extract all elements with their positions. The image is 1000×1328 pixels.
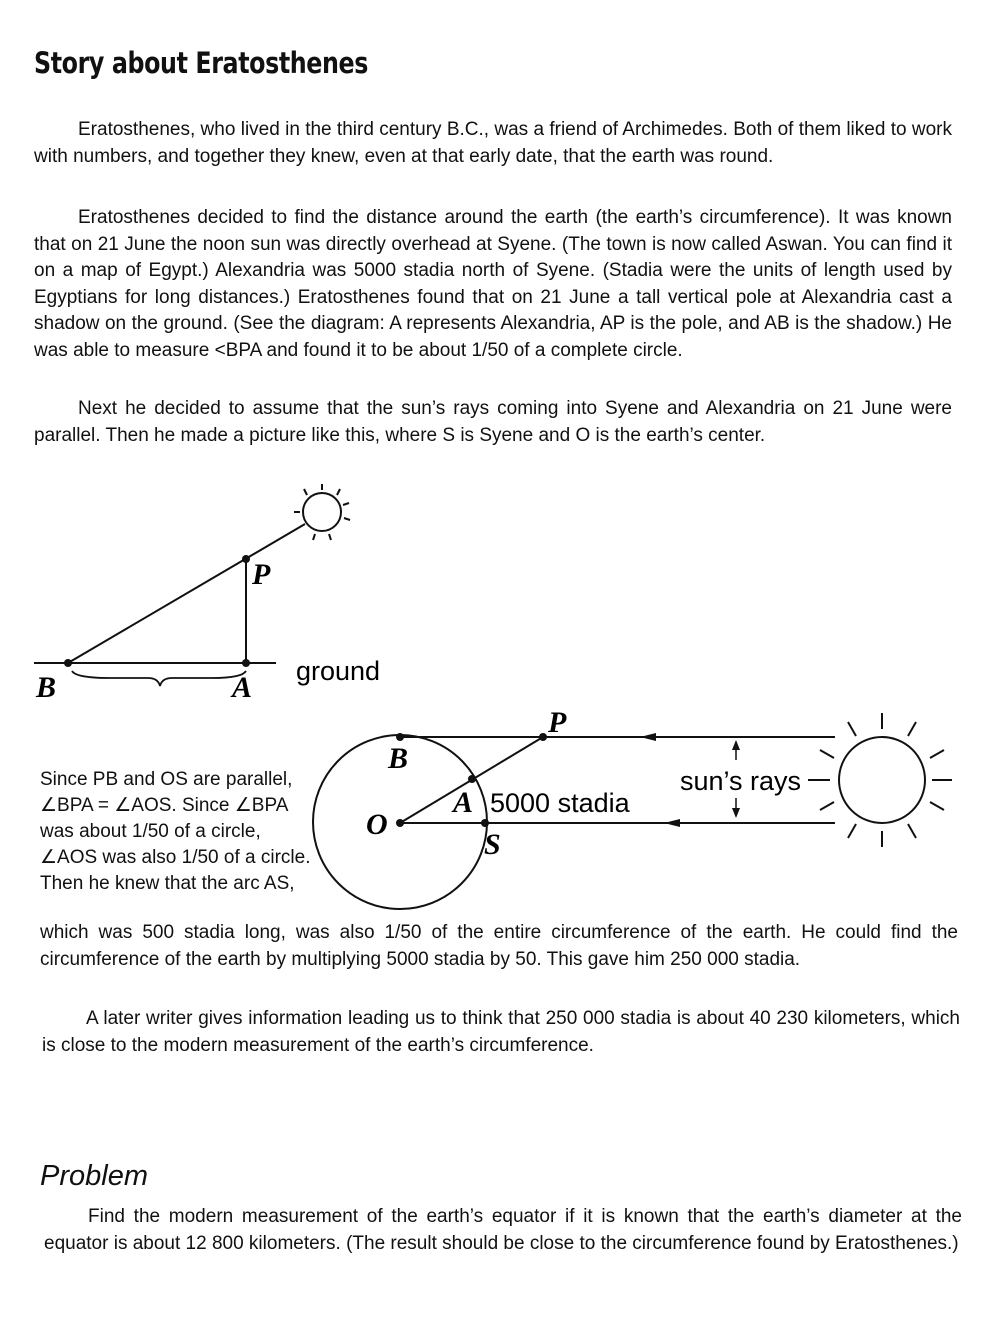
paragraph-later-writer: A later writer gives information leading us to think that 250 000 stadia is about 40 230 kilometers, which is close to the modern measurement of the earth’s circumference. [42,1008,960,1056]
problem-heading: Problem [40,1160,148,1192]
label-s: S [484,828,501,861]
paragraph-intro: Eratosthenes, who lived in the third century B.C., was a friend of Archimedes. Both of them liked to work with numbers, and together they knew, even at that early date, that the earth was round. [34,119,952,167]
label-o: O [366,808,388,841]
shadow-brace [72,671,246,686]
sun-icon [294,484,350,540]
label-b: B [36,671,57,704]
page-title: Story about Eratosthenes [34,46,368,80]
label-a2: A [453,786,474,819]
rays-label: sun’s rays [680,766,802,796]
paragraph-assumption: Next he decided to assume that the sun’s rays coming into Syene and Alexandria on 21 June were parallel. Then he made a picture like this, where S is Syene and O is the earth’s center. [34,398,952,446]
label-p: P [252,558,271,591]
distance-label: 5000 stadia [490,788,630,818]
sun-icon-large [820,713,952,847]
label-p2: P [548,706,567,739]
diagram-pole-shadow [34,484,380,704]
diagram-earth-rays [313,706,952,909]
label-b2: B [388,742,409,775]
sun-ray-line [68,524,305,663]
paragraph-computation: which was 500 stadia long, was also 1/50 of the entire circumference of the earth. He could find the circumference of the earth by multiplying 5000 stadia by 50. This gave him 250 000 stadia. [40,922,958,970]
paragraph-method: Eratosthenes decided to find the distance around the earth (the earth’s circumference). It was known that on 21 June the noon sun was directly overhead at Syene. (The town is now called Aswan. You can find it on a map of Egypt.) Alexandria was 5000 stadia north of Syene. (Stadia were the units of length used by Egyptians for long distances.) Eratosthenes found that on 21 June a tall vertical pole at Alexandria cast a shadow on the ground. (See the diagram: A represents Alexandria, AP is the pole, and AB is the shadow.) He was able to measure <BPA and found it to be about 1/50 of a complete circle. [34,207,952,361]
ground-label: ground [296,656,381,686]
label-a: A [232,671,253,704]
paragraph-parallel-reasoning: Since PB and OS are parallel, ∠BPA = ∠AOS. Since ∠BPA was about 1/50 of a circle, ∠AOS was also 1/50 of a circle. Then he knew that the arc AS, [40,769,311,894]
problem-text: Find the modern measurement of the earth’s equator if it is known that the earth’s diameter at the equator is about 12 800 kilometers. (The result should be close to the circumference found by Eratosthenes.) [44,1206,962,1254]
